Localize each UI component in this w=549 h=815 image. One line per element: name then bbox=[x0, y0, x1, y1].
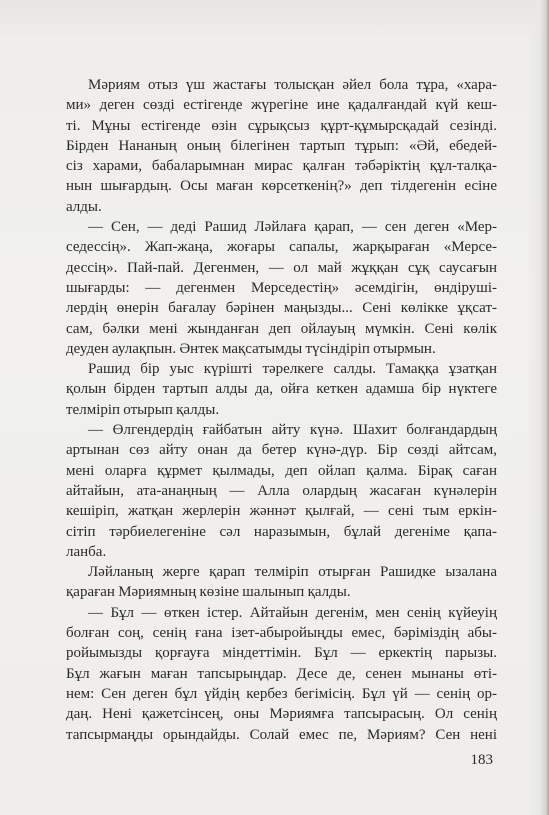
paragraph bbox=[66, 359, 497, 420]
text-line: лердің өнерін бағалау бәрінен маңызды... Сені көлікке ұқсат- bbox=[66, 300, 497, 317]
text-line: нем: Сен деген бұл үйдің кербез бегімісің. Бұл үй — сенің ор- bbox=[66, 685, 497, 702]
text-line: шығарды: — дегенмен Мерседестің» әсемдігін, өндіруші- bbox=[66, 279, 497, 296]
paragraph bbox=[66, 75, 497, 217]
text-line: ми» деген сөзді естігенде жүрегіне ине қадалғандай күй кеш- bbox=[66, 97, 497, 114]
text-line: ланба. bbox=[66, 543, 107, 560]
text-line: дессің». Пай-пай. Дегенмен, — ол май жұққан сұқ саусағын bbox=[66, 259, 497, 276]
text-line: даң. Нені қажетсінсең, оны Мәриямға тапсырасың. Ол сенің bbox=[66, 706, 497, 723]
text-line: телміріп отырып қалды. bbox=[66, 401, 220, 418]
text-line: — Сен, — деді Рашид Ләйлаға қарап, — сен деген «Мер- bbox=[88, 219, 497, 236]
body-text bbox=[66, 75, 497, 745]
text-line: артынан сөз айту онан да бетер күнә-дүр. Бір сөзді айтсам, bbox=[66, 442, 497, 459]
text-line: Ләйланың жерге қарап телміріп отырған Рашидке ызалана bbox=[88, 564, 497, 581]
text-line: мені оларға құрмет қылмады, деп ойлап қалма. Бірақ саған bbox=[66, 462, 497, 479]
text-line: сітіп тәрбиелегеніне сәл наразымын, бұлай дегеніме қапа- bbox=[66, 523, 497, 540]
text-line: деуден аулақпын. Әнтек мақсатымды түсіндіріп отырмын. bbox=[66, 340, 436, 357]
text-line: Рашид бір уыс күрішті тәрелкеге салды. Тамаққа ұзатқан bbox=[88, 361, 497, 378]
text-line: — Өлгендердің ғайбатын айту күнә. Шахит болғандардың bbox=[88, 422, 497, 439]
text-line: седессің». Жап-жаңа, жоғары сапалы, жарқыраған «Мерсе- bbox=[66, 239, 497, 256]
text-line: болған соң, сенің ғана ізет-абыройыңды емес, бәріміздің абы- bbox=[66, 625, 497, 642]
text-line: ройымызды қорғауға міндеттімін. Бұл — еркектің парызы. bbox=[66, 645, 497, 662]
text-line: ті. Мұны естігенде өзін сұрықсыз құрт-құмырсқадай сезінді. bbox=[66, 117, 497, 134]
text-line: — Бұл — өткен істер. Айтайын дегенім, мен сенің күйеуің bbox=[88, 604, 497, 621]
paragraph bbox=[66, 603, 497, 745]
text-line: сам, бәлки мені жынданған деп ойлауың мүмкін. Сені көлік bbox=[66, 320, 497, 337]
text-line: Мәриям отыз үш жастағы толысқан әйел бола тұра, «хара- bbox=[88, 77, 497, 93]
paragraph bbox=[66, 420, 497, 562]
paragraph bbox=[66, 217, 497, 359]
text-line: кешіріп, жатқан жерлерін жәннәт қылғай, — сені тым еркін- bbox=[66, 503, 497, 520]
page-number: 183 bbox=[470, 752, 493, 768]
text-line: қараған Мәриямның көзіне шалынып қалды. bbox=[66, 584, 351, 601]
text-line: Бұл жағын маған тапсырыңдар. Десе де, сенен мынаны өті- bbox=[66, 665, 497, 682]
paragraph bbox=[66, 562, 497, 603]
text-line: қолын бірден тартып алды да, ойға кеткен адамша бір нүктеге bbox=[66, 381, 497, 398]
text-line: нын шығардың. Осы маған көрсеткенің?» деп тілдегенін есіне bbox=[66, 178, 497, 195]
text-line: сіз харами, бабаларымнан мирас қалған тәбәріктің құл-талқа- bbox=[66, 158, 497, 175]
text-line: айтайын, ата-анаңның — Алла олардың жасаған күнәлерін bbox=[66, 482, 497, 499]
text-line: тапсырмаңды орындайды. Солай емес пе, Мәриям? Сен нені bbox=[66, 726, 497, 743]
text-line: алды. bbox=[66, 198, 102, 215]
text-line: Бірден Нананың оның білегінен тартып тұрып: «Әй, ебедей- bbox=[66, 137, 497, 154]
